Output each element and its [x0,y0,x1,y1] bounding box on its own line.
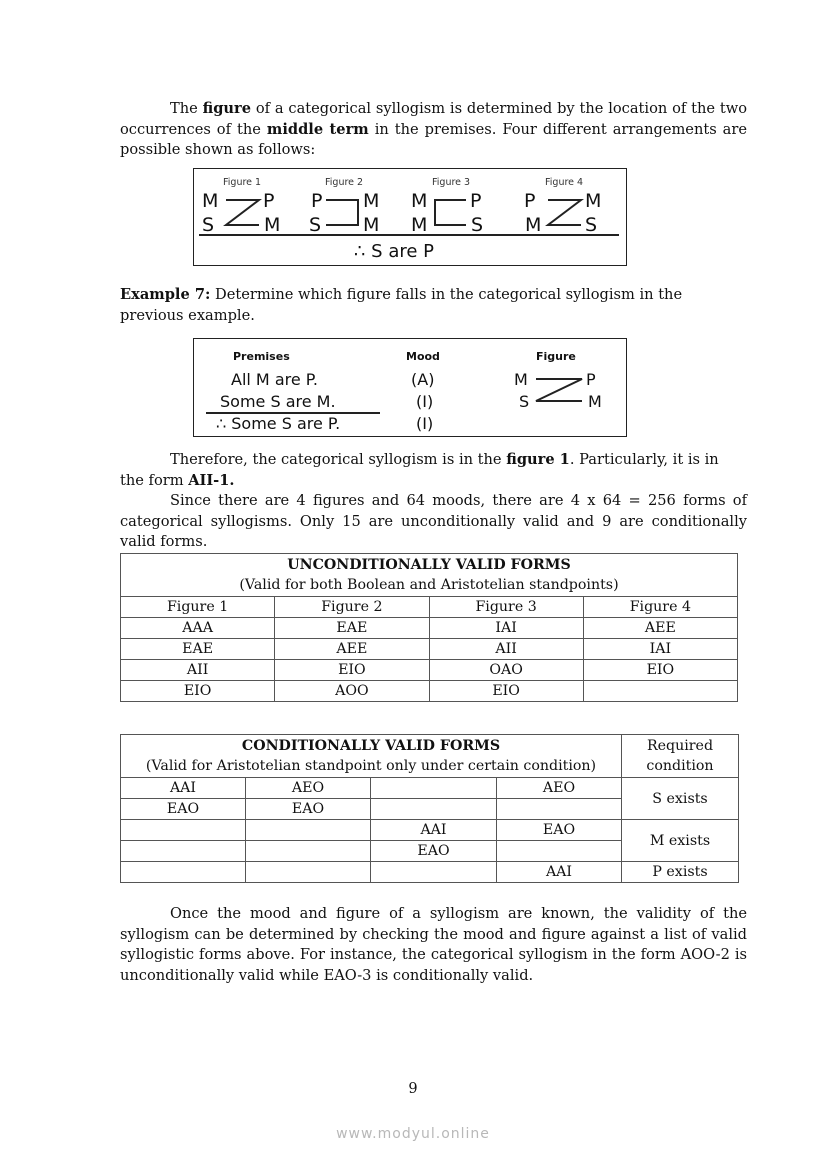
unconditional-title-cell [121,554,738,597]
ex-fig-r2b: M [588,392,602,411]
cond-cell: AEO [497,778,622,799]
therefore-paragraph: Therefore, the categorical syllogism is in the figure 1. Particularly, it is in the form AII-1. [120,451,719,489]
uncond-cell: EAE [275,618,429,639]
fig4-r2b: S [585,214,598,236]
ex-fig-connector [536,379,582,401]
unconditional-header-row [121,597,738,618]
table-row [121,681,738,702]
condition-p-exists: P exists [622,862,739,883]
uncond-cell: AII [121,660,275,681]
fig4-connector [548,200,581,225]
cond-cell [121,841,246,862]
cond-cell [371,778,497,799]
premises-header: Premises [233,350,290,363]
uncond-cell: AAA [121,618,275,639]
condition-s-exists: S exists [622,778,739,820]
uncond-cell: EIO [121,681,275,702]
unconditional-table [120,553,738,702]
required-condition-header: Required condition [622,735,739,778]
figure-1-bold: figure 1 [506,451,570,468]
cond-cell [497,841,622,862]
example-table-box [193,338,627,437]
cond-cell: EAO [121,799,246,820]
term-middle: middle term [266,120,369,138]
page-number: 9 [408,1081,418,1097]
conditional-title-cell [121,735,622,778]
figure-3-label: Figure 3 [432,177,471,188]
uncond-cell: EIO [583,660,737,681]
cond-cell: EAO [497,820,622,841]
ex-fig-r2a: S [519,392,530,411]
example-lines [194,339,626,436]
table-row [121,660,738,681]
conditional-title: CONDITIONALLY VALID FORMS [241,737,501,754]
example-label: Example 7: [120,286,211,303]
cond-cell [371,862,497,883]
unconditional-subtitle: (Valid for both Boolean and Aristotelian standpoints) [239,577,619,593]
mood-1: (A) [411,370,435,389]
uncond-cell: OAO [429,660,583,681]
fig1-connector [226,200,259,225]
cond-cell: AAI [371,820,497,841]
fig1-r2b: M [264,214,281,236]
uncond-header: Figure 4 [583,597,737,618]
uncond-cell: IAI [583,639,737,660]
cond-cell [371,799,497,820]
uncond-cell: IAI [429,618,583,639]
uncond-cell: EIO [275,660,429,681]
form-aii1: AII-1. [188,471,235,489]
uncond-header: Figure 1 [121,597,275,618]
cond-cell [497,799,622,820]
uncond-header: Figure 2 [275,597,429,618]
cond-cell [121,862,246,883]
table-row [121,820,739,841]
figures-conclusion: ∴ S are P [354,241,435,262]
cond-cell [246,841,371,862]
uncond-cell: AOO [275,681,429,702]
uncond-cell: EIO [429,681,583,702]
premise-2: Some S are M. [220,392,336,411]
fig3-r2a: M [411,214,428,236]
cond-cell: EAO [371,841,497,862]
closing-paragraph: Once the mood and figure of a syllogism are known, the validity of the syllogism can be determined by checking the mood and figure against a list of valid syllogistic forms above. For instance, the categorical syllogism in the form AOO-2 is unconditionally valid while EAO-3 is conditionally valid. [120,905,747,985]
example-paragraph: Example 7: Determine which figure falls in the categorical syllogism in the previous example. [120,286,683,324]
figures-diagram [193,168,627,266]
cond-cell [121,820,246,841]
conditional-subtitle: (Valid for Aristotelian standpoint only under certain condition) [145,758,597,774]
ex-fig-r1a: M [514,370,528,389]
condition-m-exists: M exists [622,820,739,862]
figure-4-label: Figure 4 [545,177,584,188]
fig4-r1b: M [585,190,602,212]
figure-header: Figure [536,350,576,363]
cond-cell: AEO [246,778,371,799]
uncond-cell: AII [429,639,583,660]
figure-1-label: Figure 1 [223,177,262,188]
cond-cell [246,820,371,841]
uncond-cell: EAE [121,639,275,660]
fig3-connector [435,200,466,225]
cond-cell: AAI [497,862,622,883]
fig2-r2b: M [363,214,380,236]
table-row [121,618,738,639]
premise-1: All M are P. [231,370,319,389]
mood-header: Mood [406,350,440,363]
fig3-r1a: M [411,190,428,212]
fig1-r1a: M [202,190,219,212]
table-row [121,778,739,799]
uncond-header: Figure 3 [429,597,583,618]
table-row [121,862,739,883]
fig1-r2a: S [202,214,215,236]
term-figure: figure [202,100,252,117]
fig2-r2a: S [309,214,322,236]
since-paragraph: Since there are 4 figures and 64 moods, there are 4 x 64 = 256 forms of categorical syllogisms. Only 15 are unconditionally valid and 9 are conditionally valid forms. [120,492,747,551]
cond-cell: AAI [121,778,246,799]
table-row [121,639,738,660]
ex-fig-r1b: P [586,370,596,389]
fig3-r1b: P [470,190,482,212]
fig4-r2a: M [525,214,542,236]
fig2-connector [326,200,358,225]
uncond-cell: AEE [275,639,429,660]
mood-3: (I) [416,414,434,433]
cond-cell [246,862,371,883]
cond-cell: EAO [246,799,371,820]
conclusion: ∴ Some S are P. [216,414,341,433]
uncond-cell [583,681,737,702]
fig2-r1b: M [363,190,380,212]
fig3-r2b: S [471,214,484,236]
uncond-cell: AEE [583,618,737,639]
unconditional-title: UNCONDITIONALLY VALID FORMS [287,556,571,573]
fig2-r1a: P [311,190,323,212]
fig1-r1b: P [263,190,275,212]
watermark: www.modyul.online [336,1126,490,1142]
intro-paragraph: The figure of a categorical syllogism is determined by the location of the two occurrences of the middle term in the premises. Four different arrangements are possible shown as follows: [120,100,748,159]
conditional-table [120,734,739,883]
figure-2-label: Figure 2 [325,177,364,188]
mood-2: (I) [416,392,434,411]
fig4-r1a: P [524,190,536,212]
